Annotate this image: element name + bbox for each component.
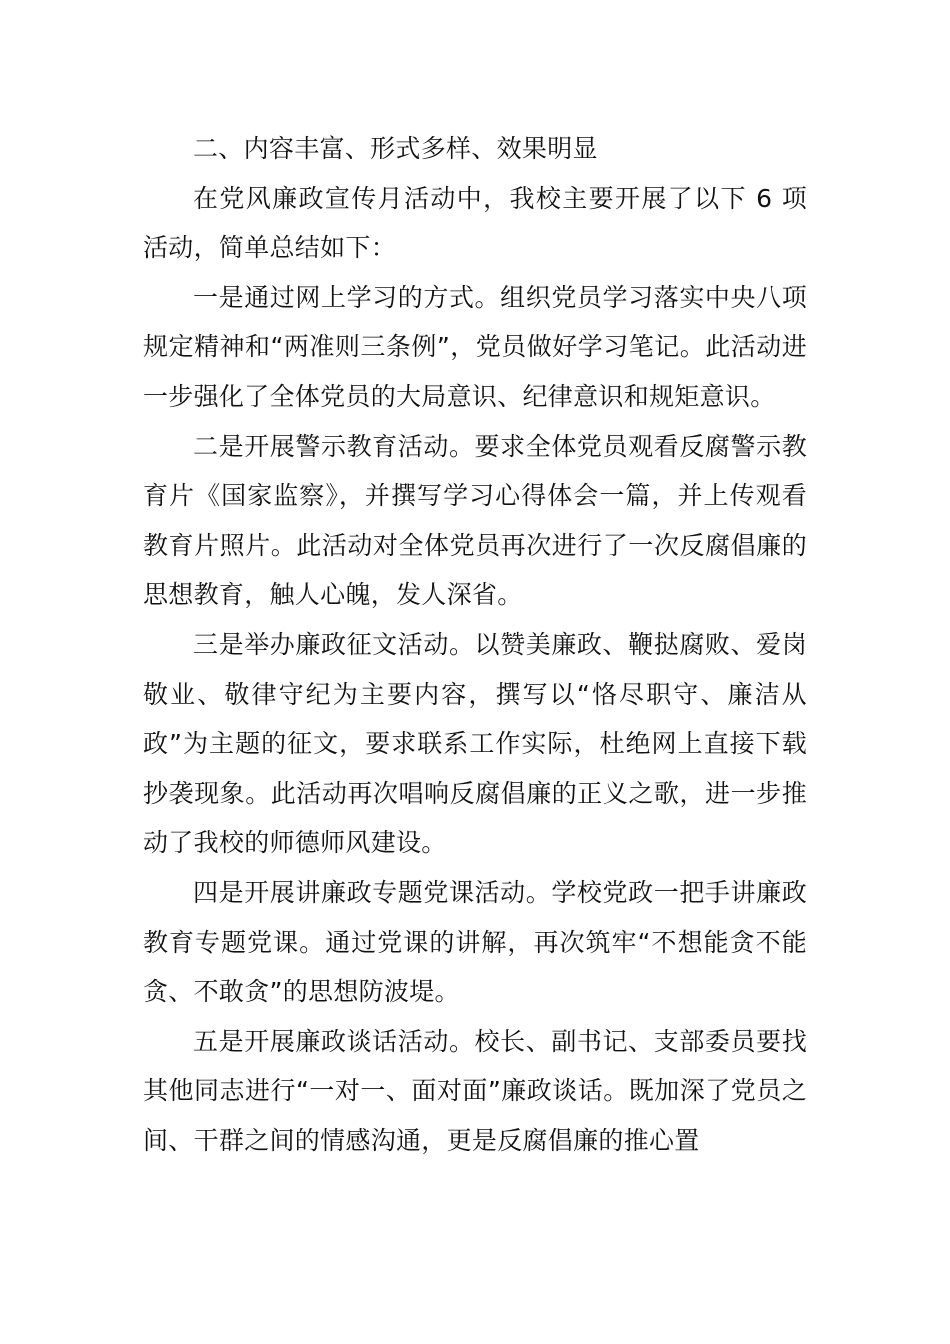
activity-paragraph-3: 三是举办廉政征文活动。以赞美廉政、鞭挞腐败、爱岗敬业、敬律守纪为主要内容，撰写以“恪尽职守、廉洁从政”为主题的征文，要求联系工作实际，杜绝网上直接下载抄袭现象。此活动再次唱响反腐倡廉的正义之歌，进一步推动了我校的师德师风建设。 [143, 629, 807, 858]
activity-paragraph-1: 一是通过网上学习的方式。组织党员学习落实中央八项规定精神和“两准则三条例”，党员做好学习笔记。此活动进一步强化了全体党员的大局意识、纪律意识和规矩意识。 [143, 282, 807, 411]
activity-paragraph-4: 四是开展讲廉政专题党课活动。学校党政一把手讲廉政教育专题党课。通过党课的讲解，再次筑牢“不想能贪不能贪、不敢贪”的思想防波堤。 [143, 877, 807, 1007]
section-heading: 二、内容丰富、形式多样、效果明显 [193, 134, 598, 163]
activity-paragraph-5: 五是开展廉政谈话活动。校长、副书记、支部委员要找其他同志进行“一对一、面对面”廉政谈话。既加深了党员之间、干群之间的情感沟通，更是反腐倡廉的推心置 [143, 1026, 807, 1155]
intro-paragraph: 在党风廉政宣传月活动中，我校主要开展了以下 6 项活动，简单总结如下： [143, 183, 807, 263]
document-body [143, 124, 807, 1165]
activity-paragraph-2: 二是开展警示教育活动。要求全体党员观看反腐警示教育片《国家监察》，并撰写学习心得体会一篇，并上传观看教育片照片。此活动对全体党员再次进行了一次反腐倡廉的思想教育，触人心魄，发人深省。 [143, 431, 807, 610]
